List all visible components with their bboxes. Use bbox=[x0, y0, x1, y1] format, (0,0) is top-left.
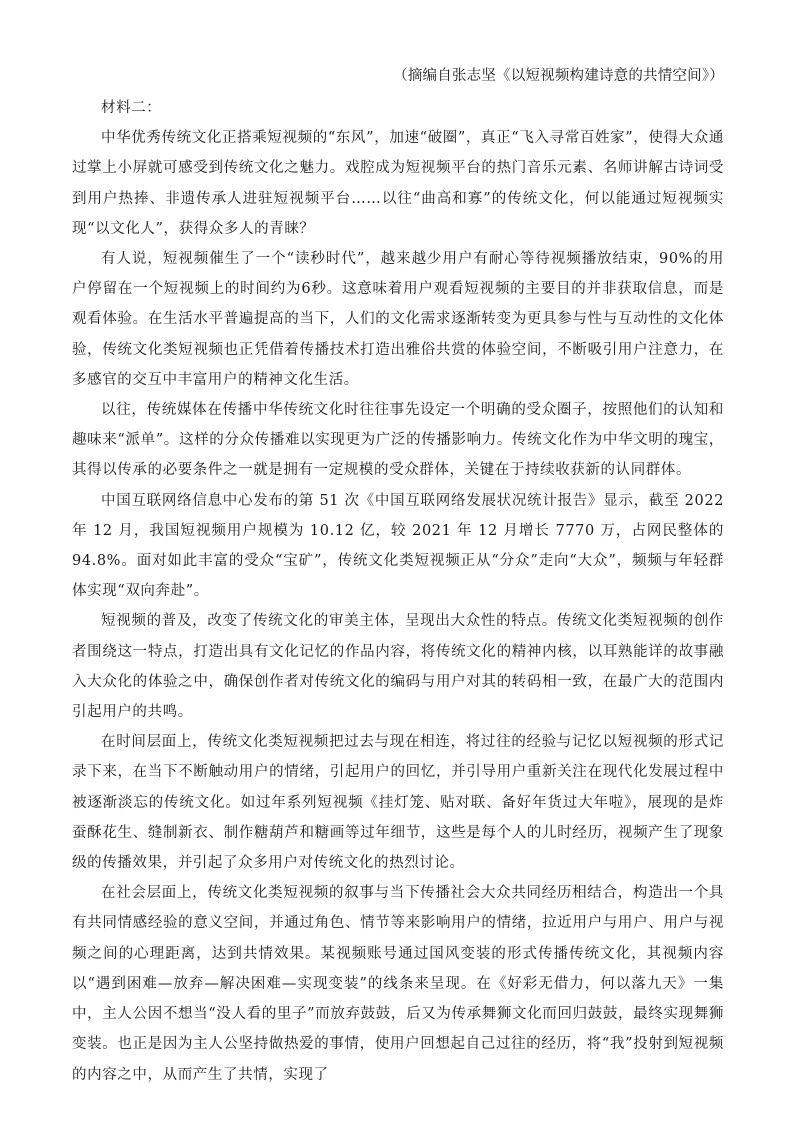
source-citation: （摘编自张志坚《以短视频构建诗意的共情空间》） bbox=[393, 68, 724, 84]
article-body bbox=[72, 93, 724, 1090]
paragraph-3: 以往，传统媒体在传播中华传统文化时往往事先设定一个明确的受众圈子，按照他们的认知和趣味来“派单”。这样的分众传播难以实现更为广泛的传播影响力。传统文化作为中华文明的瑰宝，其得以传承的必要条件之一就是拥有一定规模的受众群体，关键在于持续收获新的认同群体。 bbox=[72, 402, 724, 479]
paragraph-4: 中国互联网络信息中心发布的第 51 次《中国互联网络发展状况统计报告》显示，截至 2022 年 12 月，我国短视频用户规模为 10.12 亿，较 2021 年 12 月增长 7770 万，占网民整体的 94.8%。面对如此丰富的受众“宝矿”，传统文化类短视频正从“分众”走向“大众”，频频与年轻群体实现“双向奔赴”。 bbox=[72, 492, 724, 600]
paragraph-6: 在时间层面上，传统文化类短视频把过去与现在相连，将过往的经验与记忆以短视频的形式记录下来，在当下不断触动用户的情绪，引起用户的回忆，并引导用户重新关注在现代化发展过程中被逐渐淡忘的传统文化。如过年系列短视频《挂灯笼、贴对联、备好年货过大年啦》，展现的是炸蚕酥花生、缝制新衣、制作糖葫芦和糖画等过年细节，这些是每个人的儿时经历，视频产生了现象级的传播效果，并引起了众多用户对传统文化的热烈讨论。 bbox=[72, 734, 724, 872]
paragraph-1: 中华优秀传统文化正搭乘短视频的“东风”，加速“破圈”，真正“飞入寻常百姓家”，使得大众通过掌上小屏就可感受到传统文化之魅力。戏腔成为短视频平台的热门音乐元素、名师讲解古诗词受到用户热捧、非遗传承人进驻短视频平台……以往“曲高和寡”的传统文化，何以能通过短视频实现“以文化人”，获得众多人的青睐？ bbox=[72, 130, 724, 237]
section-title: 材料二： bbox=[101, 100, 162, 116]
paragraph-2: 有人说，短视频催生了一个“读秒时代”，越来越少用户有耐心等待视频播放结束，90%的用户停留在一个短视频上的时间约为6秒。这意味着用户观看短视频的主要目的并非获取信息，而是观看体验。在生活水平普遍提高的当下，人们的文化需求逐渐转变为更具参与性与互动性的文化体验，传统文化类短视频也正凭借着传播技术打造出雅俗共赏的体验空间，不断吸引用户注意力，在多感官的交互中丰富用户的精神文化生活。 bbox=[72, 251, 724, 388]
paragraph-7: 在社会层面上，传统文化类短视频的叙事与当下传播社会大众共同经历相结合，构造出一个具有共同情感经验的意义空间，并通过角色、情节等来影响用户的情绪，拉近用户与用户、用户与视频之间的心理距离，达到共情效果。某视频账号通过国风变装的形式传播传统文化，其视频内容以“遇到困难—放弃—解决困难—实现变装”的线条来呈现。在《好彩无借力，何以落九天》一集中，主人公因不想当“没人看的里子”而放弃鼓鼓，后又为传承舞狮文化而回归鼓鼓，最终实现舞狮变装。也正是因为主人公坚持做热爱的事情，使用户回想起自己过往的经历，将“我”投射到短视频的内容之中，从而产生了共情，实现了 bbox=[72, 885, 724, 1083]
paragraph-5: 短视频的普及，改变了传统文化的审美主体，呈现出大众性的特点。传统文化类短视频的创作者围绕这一特点，打造出具有文化记忆的作品内容，将传统文化的精神内核，以耳熟能详的故事融入大众化的体验之中，确保创作者对传统文化的编码与用户对其的转码相一致，在最广大的范围内引起用户的共鸣。 bbox=[72, 613, 724, 721]
